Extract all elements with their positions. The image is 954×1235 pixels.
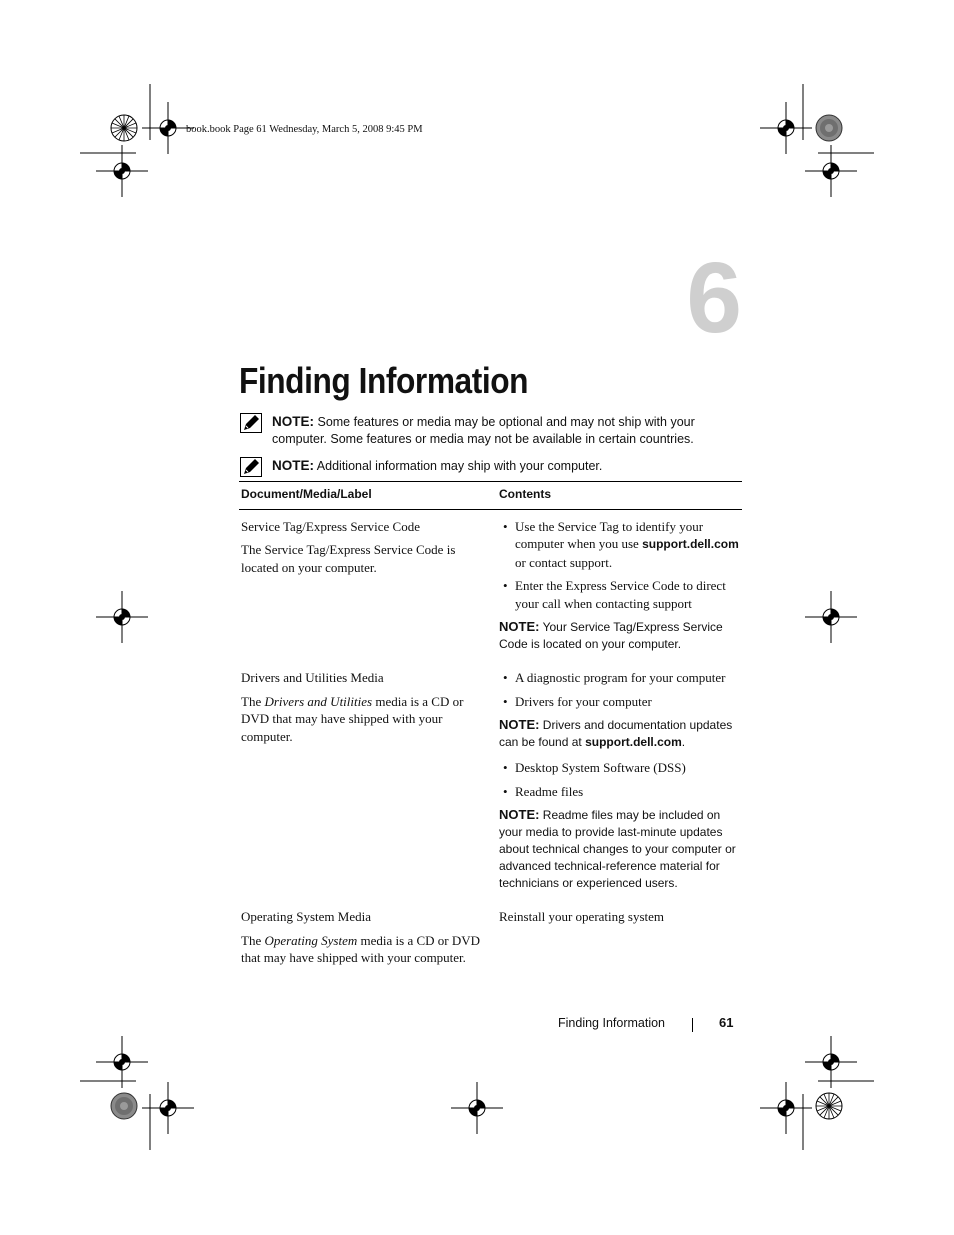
note-label: NOTE: [272,458,314,473]
contents-list [499,759,740,800]
note-label: NOTE: [499,807,540,822]
page-title: Finding Information [239,360,529,401]
row-description: The Service Tag/Express Service Code is located on your computer. [241,542,456,575]
note-text: Additional information may ship with your computer. [316,459,603,473]
note-text: Some features or media may be optional and may not ship with your computer. Some features or media may not be available in certain countries. [272,415,695,446]
list-item: • Desktop System Software (DSS) [499,759,740,777]
list-item: • A diagnostic program for your computer [499,669,740,687]
print-header-stamp: book.book Page 61 Wednesday, March 5, 2008 9:45 PM [186,124,423,135]
note-text: Your Service Tag/Express Service Code is located on your computer. [499,620,723,651]
footer-divider [692,1018,693,1032]
chapter-number: 6 [686,242,740,354]
list-item: • Readme files [499,783,740,801]
note-label: NOTE: [499,619,540,634]
column-header-contents: Contents [497,482,742,510]
note-pencil-icon [240,413,262,433]
contents-note [499,618,740,653]
row-title: Operating System Media [241,909,371,924]
row-description: The Operating System media is a CD or DVD that may have shipped with your computer. [241,932,481,965]
information-table [239,481,742,967]
note-text: Readme files may be included on your media to provide last-minute updates about technical changes to your computer or advanced technical-reference material for technicians or experienced users. [499,808,736,890]
table-row [239,661,742,900]
note-pencil-icon [240,457,262,477]
page-number: 61 [719,1015,734,1030]
row-title: Service Tag/Express Service Code [241,518,420,534]
note-block [240,413,740,448]
contents-list [499,518,740,613]
support-link[interactable]: support.dell.com [642,537,739,551]
list-item: • Use the Service Tag to identify your computer when you use support.dell.com or contact support. [499,518,740,572]
note-label: NOTE: [272,414,314,429]
support-link[interactable]: support.dell.com [585,735,682,749]
contents-text: Reinstall your operating system [499,909,665,924]
table-row [239,900,742,967]
table-row [239,509,742,661]
table-header-row [239,482,742,510]
column-header-document: Document/Media/Label [239,482,497,510]
contents-note [499,806,740,892]
note-block [240,457,740,475]
footer-section-title: Finding Information [558,1016,666,1030]
contents-note: NOTE: Drivers and documentation updates can be found at support.dell.com. [499,717,733,749]
contents-list [499,669,740,710]
row-title: Drivers and Utilities Media [241,670,384,685]
row-description: The Drivers and Utilities media is a CD or DVD that may have shipped with your computer. [241,693,464,744]
list-item: • Drivers for your computer [499,693,740,711]
note-label: NOTE: [499,717,540,732]
list-item: • Enter the Express Service Code to direct your call when contacting support [499,577,740,612]
